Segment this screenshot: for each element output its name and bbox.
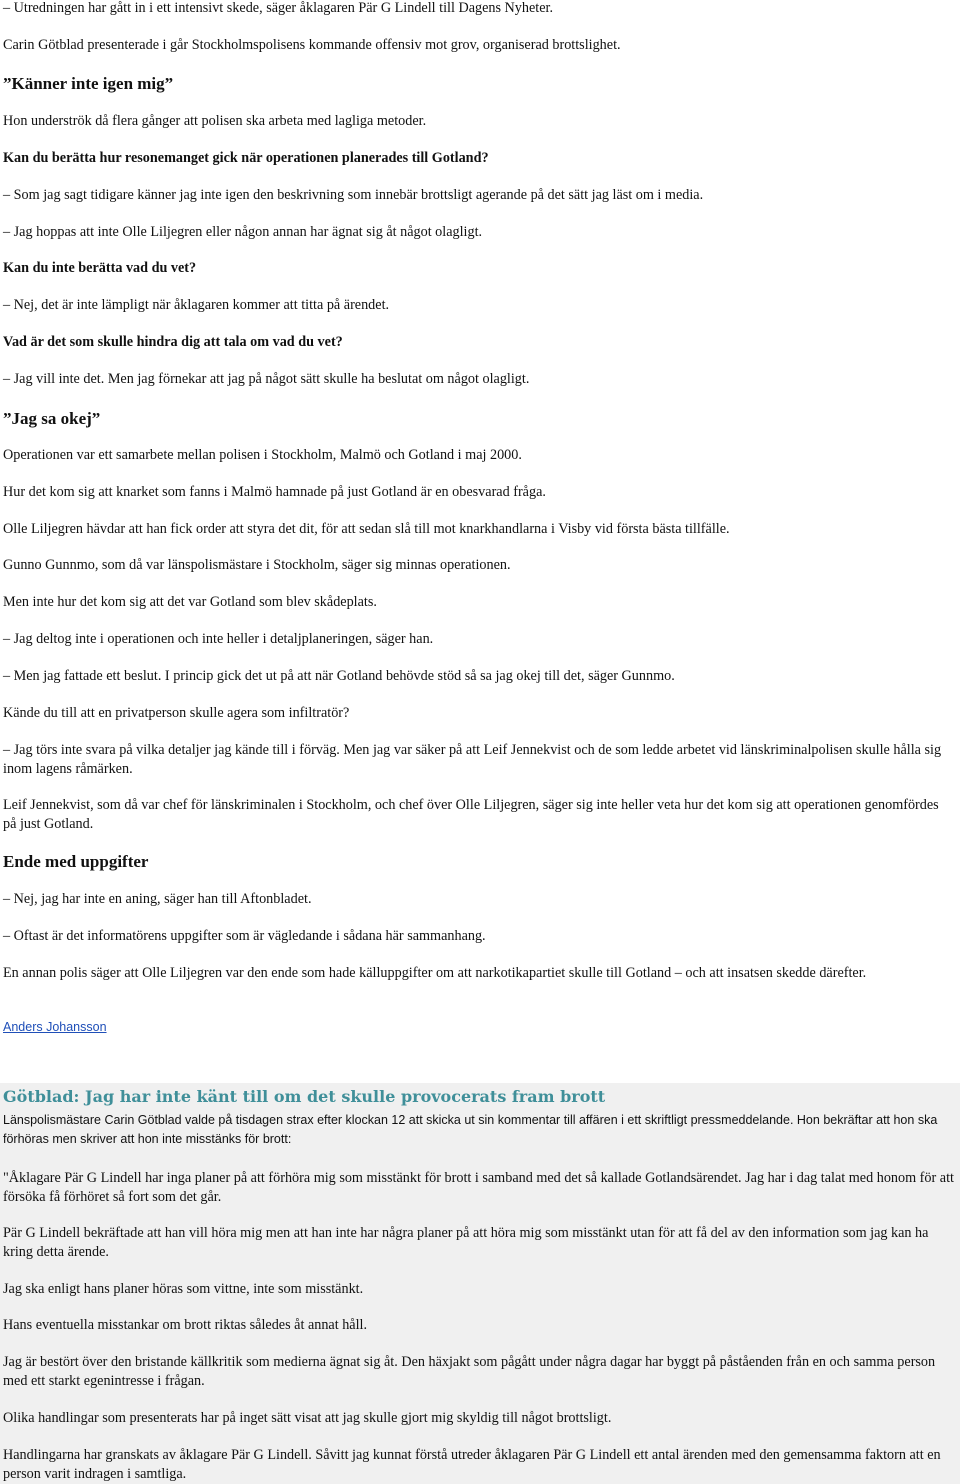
paragraph: – Nej, jag har inte en aning, säger han till Aftonbladet.: [3, 891, 312, 907]
paragraph: Men inte hur det kom sig att det var Gotland som blev skådeplats.: [3, 594, 377, 610]
paragraph: Gunno Gunnmo, som då var länspolismästare i Stockholm, säger sig minnas operationen.: [3, 557, 511, 573]
paragraph: – Jag törs inte svara på vilka detaljer jag kände till i förväg. Men jag var säker på att Leif Jennekvist och de som ledde arbetet vid länskriminalpolisen skulle hålla sig inom lagens råmärken.: [3, 742, 942, 777]
paragraph: – Utredningen har gått in i ett intensivt skede, säger åklagaren Pär G Lindell till Dagens Nyheter.: [3, 0, 554, 16]
paragraph: – Nej, det är inte lämpligt när åklagaren kommer att titta på ärendet.: [3, 297, 390, 313]
paragraph: Olika handlingar som presenterats har på inget sätt visat att jag skulle gjort mig skyldig till något brottsligt.: [3, 1410, 612, 1426]
paragraph: Jag ska enligt hans planer höras som vittne, inte som misstänkt.: [3, 1281, 364, 1297]
paragraph: Operationen var ett samarbete mellan polisen i Stockholm, Malmö och Gotland i maj 2000.: [3, 447, 522, 463]
paragraph: Handlingarna har granskats av åklagare Pär G Lindell. Såvitt jag kunnat förstå utreder åklagaren Pär G Lindell ett antal ärenden med den gemensamma faktorn att en person varit indragen i samtliga.: [3, 1447, 941, 1482]
paragraph: Hur det kom sig att knarket som fanns i Malmö hamnade på just Gotland är en obesvarad fråga.: [3, 484, 546, 500]
paragraph: Hans eventuella misstankar om brott riktas således åt annat håll.: [3, 1317, 368, 1333]
paragraph: En annan polis säger att Olle Liljegren var den ende som hade källuppgifter om att narkotikapartiet skulle till Gotland – och att insatsen skedde därefter.: [3, 965, 867, 981]
paragraph: Hon underströk då flera gånger att polisen ska arbeta med lagliga metoder.: [3, 113, 427, 129]
second-article-intro: Länspolismästare Carin Götblad valde på tisdagen strax efter klockan 12 att skicka ut sin kommentar till affären i ett skriftligt pressmeddelande. Hon bekräftar att hon ska förhöras men skriver att hon inte misstänks för brott:: [3, 1113, 938, 1146]
question: Vad är det som skulle hindra dig att tala om vad du vet?: [3, 334, 343, 350]
author-link[interactable]: Anders Johansson: [3, 1020, 107, 1034]
paragraph: – Jag deltog inte i operationen och inte heller i detaljplaneringen, säger han.: [3, 631, 434, 647]
paragraph: – Oftast är det informatörens uppgifter som är vägledande i sådana här sammanhang.: [3, 928, 486, 944]
question: Kan du berätta hur resonemanget gick när operationen planerades till Gotland?: [3, 150, 489, 166]
paragraph: Leif Jennekvist, som då var chef för länskriminalen i Stockholm, och chef över Olle Liljegren, säger sig inte heller veta hur det kom sig att operationen genomfördes på just Gotland.: [3, 797, 939, 832]
paragraph: – Som jag sagt tidigare känner jag inte igen den beskrivning som innebär brottsligt agerande på det sätt jag läst om i media.: [3, 187, 704, 203]
paragraph: Jag är bestört över den bristande källkritik som medierna ägnat sig åt. Den häxjakt som pågått under några dagar har byggt på påståenden från en och samma person med ett starkt egenintresse i frågan.: [3, 1354, 936, 1389]
paragraph: Carin Götblad presenterade i går Stockholmspolisens kommande offensiv mot grov, organiserad brottslighet.: [3, 37, 621, 53]
question: Kan du inte berätta vad du vet?: [3, 260, 197, 276]
paragraph: – Men jag fattade ett beslut. I princip gick det ut på att när Gotland behövde stöd så sa jag okej till det, säger Gunnmo.: [3, 668, 675, 684]
paragraph: Pär G Lindell bekräftade att han vill höra mig men att han inte har några planer på att höra mig som misstänkt utan för att få del av den information som jag kan ha kring detta ärende.: [3, 1225, 929, 1260]
subheading: Ende med uppgifter: [3, 852, 149, 871]
paragraph: – Jag vill inte det. Men jag förnekar att jag på något sätt skulle ha beslutat om något olagligt.: [3, 371, 530, 387]
paragraph: Olle Liljegren hävdar att han fick order att styra det dit, för att sedan slå till mot knarkhandlarna i Visby vid första bästa tillfälle.: [3, 521, 730, 537]
second-article-title: Götblad: Jag har inte känt till om det skulle provocerats fram brott: [3, 1087, 606, 1106]
subheading: ”Jag sa okej”: [3, 409, 101, 428]
paragraph: Kände du till att en privatperson skulle agera som infiltratör?: [3, 705, 350, 721]
author-line: [3, 1018, 955, 1037]
paragraph: "Åklagare Pär G Lindell har inga planer på att förhöra mig som misstänkt för brott i samband med det så kallade Gotlandsärendet. Jag har i dag talat med honom för att försöka få förhöret så fort som det går.: [3, 1170, 954, 1205]
paragraph: – Jag hoppas att inte Olle Liljegren eller någon annan har ägnat sig åt något olagligt.: [3, 224, 483, 240]
subheading: ”Känner inte igen mig”: [3, 74, 174, 93]
